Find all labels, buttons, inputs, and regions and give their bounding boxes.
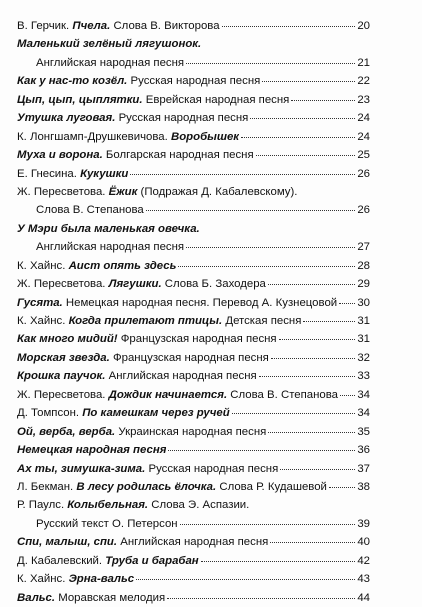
toc-entry-subtitle: Русская народная песня — [115, 112, 249, 125]
toc-entry — [17, 54, 370, 72]
toc-entry — [17, 238, 370, 256]
toc-page-number: 42 — [357, 554, 370, 567]
dot-leader — [271, 357, 356, 359]
toc-entry — [17, 441, 370, 459]
toc-entry-author: Р. Паулс. — [17, 499, 68, 512]
toc-entry — [17, 312, 370, 330]
toc-entry — [17, 423, 370, 441]
toc-entry-subtitle: Слова Р. Кудашевой — [216, 480, 327, 493]
toc-entry — [17, 552, 370, 570]
toc-entry-text — [17, 220, 200, 238]
toc-entry-author: Д. Томпсон. — [17, 407, 83, 420]
toc-page-number: 22 — [357, 75, 370, 88]
toc-page-number: 24 — [357, 130, 370, 143]
toc-entry-text — [17, 35, 201, 53]
toc-page-number: 40 — [357, 536, 370, 549]
toc-entry — [17, 146, 370, 164]
dot-leader — [339, 302, 355, 304]
toc-page-number: 25 — [357, 149, 370, 162]
toc-entry-title: Дождик начинается. — [108, 388, 228, 401]
toc-entry-author: Ж. Пересветова. — [17, 388, 109, 401]
toc-page-number: 26 — [357, 204, 370, 217]
dot-leader — [268, 431, 355, 433]
toc-page-number: 32 — [357, 351, 370, 364]
toc-entry-text — [17, 570, 134, 588]
toc-entry — [17, 589, 370, 607]
toc-entry-title: По камешкам через ручей — [82, 407, 230, 420]
toc-page-number: 43 — [357, 573, 370, 586]
toc-entry-text — [17, 367, 257, 385]
toc-entry — [17, 165, 370, 183]
toc-entry-title: Ёжик — [108, 185, 138, 198]
toc-page-number: 44 — [357, 591, 370, 604]
toc-entry-title: Колыбельная. — [67, 499, 149, 512]
toc-page-number: 31 — [357, 333, 370, 346]
toc-entry-author: К. Хайнс. — [17, 315, 69, 327]
toc-entry-subtitle: Детская песня — [222, 315, 302, 327]
dot-leader — [256, 154, 356, 156]
toc-entry-subtitle: Русская народная песня — [145, 462, 279, 475]
toc-entry-author: В. Герчик. — [17, 20, 73, 32]
toc-page-number: 28 — [357, 259, 370, 272]
toc-entry-subtitle: Слова В. Степанова — [227, 388, 339, 401]
toc-entry-author: К. Хайнс. — [17, 259, 69, 272]
toc-entry-text — [17, 552, 199, 570]
dot-leader — [167, 597, 355, 599]
toc-page-number: 24 — [357, 112, 370, 125]
toc-entry-text — [17, 72, 260, 90]
toc-entry-title: Муха и ворона. — [17, 149, 103, 162]
dot-leader — [222, 25, 356, 27]
toc-entry-subtitle: Русская народная песня — [127, 75, 261, 88]
dot-leader — [241, 136, 355, 138]
toc-entry-text — [17, 423, 266, 441]
toc-entry-subtitle: Английская народная песня — [105, 370, 257, 383]
toc-entry-text — [36, 54, 184, 72]
toc-entry — [17, 570, 370, 588]
toc-entry-author: Д. Кабалевский. — [17, 554, 106, 567]
toc-entry — [17, 386, 370, 404]
toc-entry-text — [17, 589, 165, 607]
toc-entry-title: Эрна-вальс — [68, 573, 135, 586]
toc-entry — [17, 109, 370, 127]
toc-entry-text — [17, 441, 166, 459]
toc-page-number: 38 — [357, 480, 370, 493]
toc-entry-title: Гусята. — [17, 296, 63, 309]
toc-entry-author: Е. Гнесина. — [17, 167, 81, 180]
toc-entry-text — [17, 330, 277, 348]
toc-entry — [17, 515, 370, 533]
dot-leader — [136, 578, 355, 580]
toc-entry-subtitle: Слова В. Викторова — [110, 20, 220, 32]
dot-leader — [186, 62, 355, 64]
toc-entry-subtitle: Болгарская народная песня — [102, 149, 254, 162]
toc-entry-subtitle: Французская народная песня — [109, 351, 269, 364]
toc-entry-subtitle: Английская народная песня — [36, 241, 185, 254]
table-of-contents — [17, 17, 370, 607]
toc-entry-title: Морская звезда. — [17, 351, 110, 364]
toc-page-number: 29 — [357, 278, 370, 291]
toc-entry-subtitle: (Подражая Д. Кабалевскому). — [137, 185, 298, 198]
toc-entry-subtitle: Слова В. Степанова — [36, 204, 144, 217]
toc-entry-title: Спи, малыш, спи. — [17, 536, 118, 549]
toc-entry-title: У Мэри была маленькая овечка. — [17, 222, 200, 235]
dot-leader — [168, 449, 355, 451]
toc-entry-text — [36, 515, 178, 533]
toc-entry — [17, 460, 370, 478]
toc-entry-text — [17, 460, 278, 478]
toc-entry-subtitle: Немецкая народная песня. Перевод А. Кузнецовой — [62, 296, 338, 309]
toc-entry-text — [36, 201, 144, 219]
toc-entry-title: Кукушки — [80, 167, 129, 180]
toc-entry-subtitle: Еврейская народная песня — [142, 93, 290, 106]
dot-leader — [329, 486, 355, 488]
toc-entry-title: Аист опять здесь — [68, 259, 177, 272]
toc-entry-subtitle: Украинская народная песня — [115, 425, 267, 438]
toc-entry-text — [17, 91, 289, 109]
dot-leader — [259, 375, 356, 377]
toc-entry — [17, 533, 370, 551]
toc-entry — [17, 183, 370, 201]
toc-entry-author: К. Хайнс. — [17, 573, 69, 586]
toc-page-number: 26 — [357, 167, 370, 180]
toc-entry-author: Л. Бекман. — [17, 480, 77, 493]
toc-entry-title: Пчела. — [72, 20, 111, 32]
toc-entry-text — [17, 478, 327, 496]
toc-entry-title: Вальс. — [17, 591, 56, 604]
toc-entry-title: Немецкая народная песня — [17, 444, 167, 457]
dot-leader — [262, 80, 355, 82]
toc-entry-subtitle: Моравская мелодия — [55, 591, 166, 604]
toc-entry-author: Ж. Пересветова. — [17, 185, 109, 198]
toc-entry-title: Когда прилетают птицы. — [68, 315, 223, 327]
toc-entry — [17, 478, 370, 496]
dot-leader — [201, 560, 356, 562]
toc-entry-subtitle: Английская народная песня — [36, 56, 185, 69]
toc-entry-text — [17, 17, 220, 35]
toc-page-number: 23 — [357, 93, 370, 106]
toc-entry-text — [36, 238, 184, 256]
toc-entry-title: Маленький зелёный лягушонок. — [17, 38, 202, 51]
toc-page-number: 27 — [357, 241, 370, 254]
toc-page-number: 37 — [357, 462, 370, 475]
dot-leader — [180, 523, 356, 525]
toc-entry-title: Как у нас-то козёл. — [17, 75, 128, 88]
toc-entry — [17, 35, 370, 53]
toc-entry-title: Крошка паучок. — [17, 370, 106, 383]
toc-entry-subtitle: Английская народная песня — [117, 536, 269, 549]
dot-leader — [279, 338, 356, 340]
toc-entry — [17, 220, 370, 238]
toc-entry-text — [17, 533, 268, 551]
dot-leader — [250, 117, 355, 119]
toc-entry-text — [17, 386, 338, 404]
toc-page-number: 39 — [357, 517, 370, 530]
toc-page-number: 31 — [357, 315, 370, 327]
toc-page-number: 33 — [357, 370, 370, 383]
toc-entry — [17, 367, 370, 385]
toc-entry-subtitle: Слова Б. Заходера — [161, 278, 266, 291]
dot-leader — [130, 173, 355, 175]
toc-entry-text — [17, 146, 254, 164]
dot-leader — [186, 246, 355, 248]
toc-page-number: 21 — [357, 56, 370, 69]
dot-leader — [340, 394, 355, 396]
toc-page-number: 30 — [357, 296, 370, 309]
toc-entry-text — [17, 109, 248, 127]
toc-entry — [17, 294, 370, 312]
toc-entry — [17, 201, 370, 219]
toc-page-number: 20 — [357, 20, 370, 32]
toc-entry-title: Труба и барабан — [105, 554, 199, 567]
dot-leader — [268, 283, 355, 285]
toc-entry-title: В лесу родилась ёлочка. — [76, 480, 217, 493]
toc-entry-subtitle: Слова Э. Аспазии. — [148, 499, 250, 512]
toc-entry — [17, 91, 370, 109]
toc-page-number: 35 — [357, 425, 370, 438]
toc-entry — [17, 17, 370, 35]
toc-entry-title: Утушка луговая. — [17, 112, 116, 125]
toc-entry — [17, 330, 370, 348]
toc-entry-text — [17, 496, 249, 514]
toc-entry-title: Воробышек — [170, 130, 240, 143]
toc-entry-author: Ж. Пересветова. — [17, 278, 109, 291]
toc-entry-text — [17, 294, 337, 312]
toc-entry-text — [17, 404, 230, 422]
toc-entry-text — [17, 312, 301, 330]
toc-entry-text — [17, 275, 266, 293]
toc-entry — [17, 496, 370, 514]
toc-page-number: 34 — [357, 388, 370, 401]
toc-entry-title: Лягушки. — [108, 278, 162, 291]
dot-leader — [303, 320, 355, 322]
toc-entry-subtitle: Русский текст О. Петерсон — [36, 517, 178, 530]
toc-entry-text — [17, 349, 269, 367]
toc-page-number: 36 — [357, 444, 370, 457]
toc-entry — [17, 404, 370, 422]
dot-leader — [178, 265, 355, 267]
toc-entry-title: Как много мидий! — [17, 333, 118, 346]
dot-leader — [291, 99, 355, 101]
toc-entry-title: Ах ты, зимушка-зима. — [17, 462, 146, 475]
toc-entry-text — [17, 165, 128, 183]
toc-entry — [17, 128, 370, 146]
toc-entry-text — [17, 128, 239, 146]
toc-entry — [17, 72, 370, 90]
toc-entry-text — [17, 183, 297, 201]
toc-entry-text — [17, 257, 176, 275]
toc-entry — [17, 257, 370, 275]
toc-entry — [17, 349, 370, 367]
toc-entry-title: Ой, верба, верба. — [17, 425, 116, 438]
toc-entry-author: К. Лонгшамп-Друшкевичова. — [17, 130, 171, 143]
toc-page-number: 34 — [357, 407, 370, 420]
dot-leader — [146, 209, 356, 211]
dot-leader — [270, 541, 355, 543]
toc-entry-subtitle: Французская народная песня — [117, 333, 277, 346]
toc-entry — [17, 275, 370, 293]
dot-leader — [232, 412, 356, 414]
toc-entry-title: Цып, цып, цыплятки. — [17, 93, 143, 106]
dot-leader — [280, 468, 355, 470]
